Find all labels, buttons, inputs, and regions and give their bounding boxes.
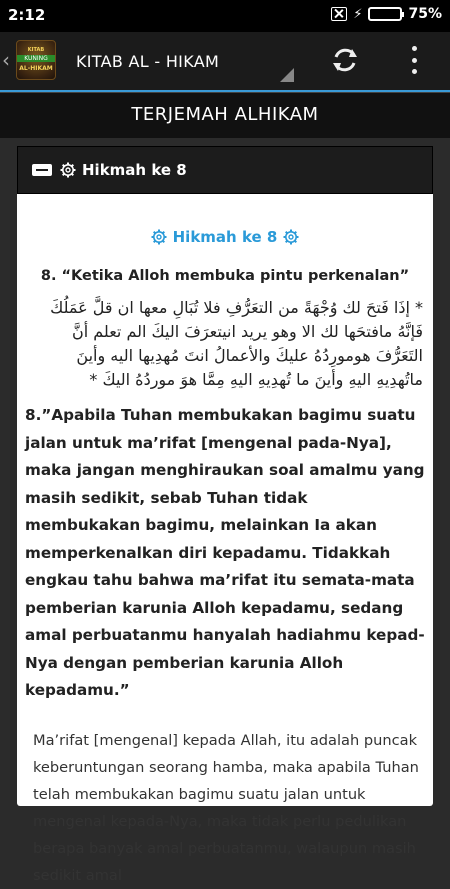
app-logo[interactable] [16,40,56,80]
hikmah-card [17,146,433,884]
battery-percent: 75% [408,6,442,22]
collapse-icon[interactable] [32,164,52,176]
no-sim-icon [331,7,347,21]
card-header-title: Hikmah ke 8 [82,161,187,179]
more-vert-icon[interactable] [410,46,418,74]
refresh-icon[interactable] [330,45,360,75]
card-body [17,228,433,889]
logo-text-kuning: KUNING [17,55,55,62]
explanation-paragraph: Ma’rifat [mengenal] kepada Allah, itu adalah puncak keberuntungan seorang hamba, maka apabila Tuhan telah membukakan bagimu suatu jalan untuk mengenal kepada-Nya, maka tidak perlu pedulikan berapa banyak amal perbuatanmu, walaupun masih sedikit amal [33,731,419,884]
battery-icon [368,7,402,21]
hikmah-subtitle: 8. “Ketika Alloh membuka pintu perkenalan” [40,268,410,284]
logo-text-alhikam: AL-HIKAM [19,65,53,72]
spinner-indicator-icon [280,68,294,82]
app-title[interactable]: KITAB AL - HIKAM [76,52,220,71]
status-icons [331,6,442,22]
hikmah-heading-text: Hikmah ke 8 [172,228,278,246]
status-time: 2:12 [8,6,46,24]
translation-text: 8.”Apabila Tuhan membukakan bagimu suatu jalan untuk ma’rifat [mengenal pada-Nya], maka jangan menghiraukan soal amalmu yang masih sedikit, sebab Tuhan tidak membukakan bagimu, melainkan Ia akan memperkenalkan diri kepadamu. Tidakkah engkau tahu bahwa ma’rifat itu semata-mata pemberian karunia Alloh kepadamu, sedang amal perbuatanmu hanyalah hadiahmu kepad-Nya dengan pemberian karunia Alloh kepadamu.” [25,406,425,699]
section-title: TERJEMAH ALHIKAM [131,104,319,125]
hikmah-heading [25,228,425,246]
status-bar [0,0,450,32]
card-header[interactable] [17,146,433,194]
section-title-bar [0,92,450,138]
back-chevron-icon[interactable]: ‹ [2,48,10,72]
action-bar [0,32,450,90]
gear-icon [60,162,76,178]
gear-icon [151,229,167,245]
arabic-text: * إذَا فَتحَ لك وُجْهَةً من التعَرُّفِ فلا تُبَالِ معها ان قلَّ عَمَلُكَ فَإنَّهُ مافتحَها لك الا وهو يريد انيتعرَفَ اليكَ الم تعلم أنَّ التَعَرُّفَ هومورِدُهُ عليكَ والأعمالُ انتَ مُهدِيها اليه وأينَ ماتُهدِيهِ اليهِ وأينَ ما تُهدِيهِ اليهِ مِمَّا هوَ موردُهُ اليكَ * [50,298,423,389]
logo-text-kitab: KITAB [27,47,45,53]
gear-icon [283,229,299,245]
charging-bolt-icon: ⚡ [353,6,363,22]
